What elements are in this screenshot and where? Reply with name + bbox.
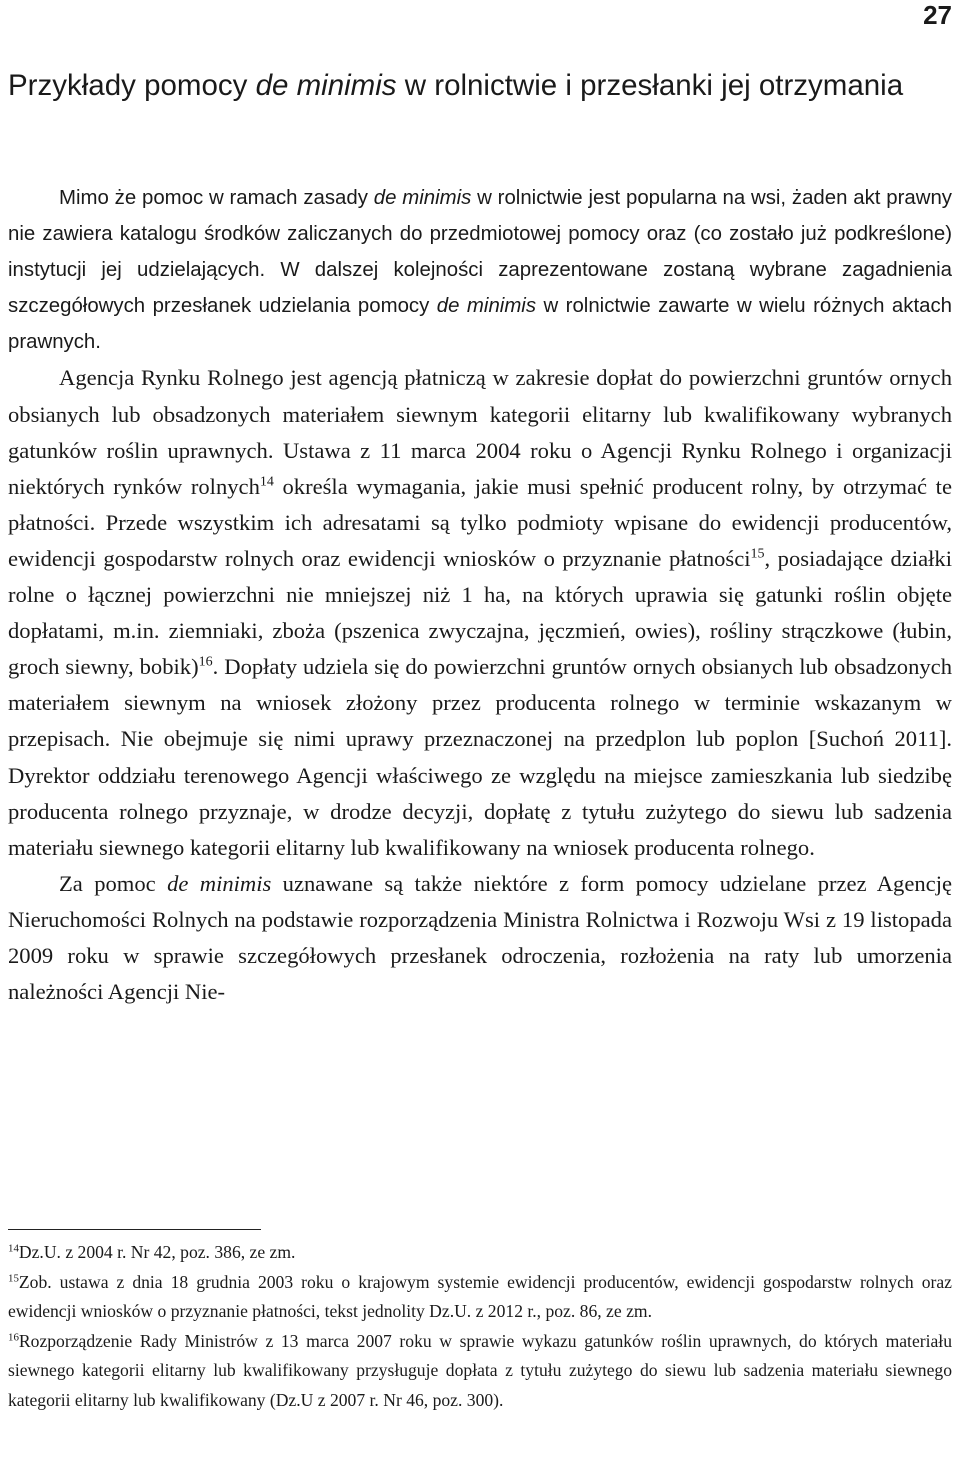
paragraph-1 <box>8 180 952 360</box>
footnote-16 <box>8 1327 952 1416</box>
footnote-ref-16: 16 <box>198 654 213 670</box>
heading-text-italic: de minimis <box>255 69 397 102</box>
heading-text-start: Przykłady pomocy <box>8 69 256 102</box>
footnote-number: 14 <box>8 1242 19 1255</box>
footnote-text: Zob. ustawa z dnia 18 grudnia 2003 roku o krajowym systemie ewidencji producentów, ewidencji gospodarstw rolnych oraz ewidencji wniosków o przyznanie płatności, tekst jednolity Dz.U. z 2012 r., poz. 86, ze zm. <box>8 1271 952 1321</box>
body-text <box>8 180 952 1010</box>
footnote-14 <box>8 1238 952 1268</box>
paragraph-1-italic-a: de minimis <box>373 187 472 209</box>
page-number: 27 <box>923 0 952 30</box>
paragraph-2-part-a: Agencja Rynku Rolnego jest agencją płatniczą w zakresie dopłat do powierzchni gruntów ornych obsianych lub obsadzonych materiałem siewnym kategorii elitarny lub kwalifikowany wybranych gatunków roślin uprawnych. Ustawa z 11 marca 2004 roku o Agencji Rynku Rolnego i organizacji niektórych rynków rolnych <box>8 365 952 499</box>
paragraph-2 <box>8 360 952 865</box>
footnote-15 <box>8 1268 952 1327</box>
footnote-number: 16 <box>8 1330 19 1343</box>
footnotes <box>8 1238 952 1415</box>
paragraph-1-part-e: w rolnictwie zawarte w wielu różnych aktach prawnych. <box>8 295 952 354</box>
paragraph-1-italic-b: de minimis <box>436 295 537 318</box>
paragraph-1-part-c: w rolnictwie jest popularna na wsi, żaden akt prawny nie zawiera katalogu środków zaliczanych do przedmiotowej pomocy oraz (co zostało już podkreślone) instytucji jej udzielających. W dalszej kolejności zaprezentowane zostaną wybrane zagadnienia szczegółowych przesłanek udzielania pomocy <box>8 187 952 318</box>
paragraph-2-part-b: określa wymagania, jakie musi spełnić producent rolny, by otrzymać te płatności. Przede wszystkim ich adresatami są tylko podmioty wpisane do ewidencji producentów, ewidencji gospodarstw rolnych oraz ewidencji wniosków o przyznanie płatności <box>8 473 952 571</box>
footnote-ref-14: 14 <box>259 474 274 490</box>
footnote-separator <box>8 1229 261 1230</box>
paragraph-3 <box>8 866 952 1010</box>
paragraph-3-italic: de minimis <box>167 870 272 896</box>
paragraph-2-part-d: . Dopłaty udziela się do powierzchni gruntów ornych obsianych lub obsadzonych materiałem siewnym na wniosek złożony przez producenta rolnego w terminie wskazanym w przepisach. Nie obejmuje się nimi uprawy przeznaczonej na przedplon lub poplon [Suchoń 2011]. Dyrektor oddziału terenowego Agencji właściwego ze względu na miejsce zamieszkania lub siedzibę producenta rolnego przyznaje, w drodze decyzji, dopłatę z tytułu zużytego do siewu lub sadzenia materiału siewnego kategorii elitarny lub kwalifikowany na wniosek producenta rolnego. <box>8 654 953 860</box>
heading-text-end: w rolnictwie i przesłanki jej otrzymania <box>396 69 904 102</box>
paragraph-1-part-a: Mimo że pomoc w ramach zasady <box>59 187 374 209</box>
section-heading <box>8 66 952 106</box>
paragraph-3-part-a: Za pomoc <box>59 870 168 896</box>
footnote-number: 15 <box>8 1271 19 1284</box>
paragraph-3-part-c: uznawane są także niektóre z form pomocy udzielane przez Agencję Nieruchomości Rolnych na podstawie rozporządzenia Ministra Rolnictwa i Rozwoju Wsi z 19 listopada 2009 roku w sprawie szczegółowych przesłanek odroczenia, rozłożenia na raty lub umorzenia należności Agencji Nie- <box>8 870 952 1005</box>
footnote-text: Dz.U. z 2004 r. Nr 42, poz. 386, ze zm. <box>18 1242 296 1262</box>
footnote-ref-15: 15 <box>750 546 765 562</box>
paragraph-2-part-c: , posiadające działki rolne o łącznej powierzchni nie mniejszej niż 1 ha, na których uprawia się gatunki roślin objęte dopłatami, m.in. ziemniaki, zboża (pszenica zwyczajna, jęczmień, owies), rośliny strączkowe (łubin, groch siewny, bobik) <box>8 545 952 680</box>
footnote-text: Rozporządzenie Rady Ministrów z 13 marca 2007 roku w sprawie wykazu gatunków roślin uprawnych, do których materiału siewnego kategorii elitarny lub kwalifikowany przysługuje dopłata z tytułu zużytego do siewu lub sadzenia materiału siewnego kategorii elitarny lub kwalifikowany (Dz.U z 2007 r. Nr 46, poz. 300). <box>8 1330 952 1410</box>
